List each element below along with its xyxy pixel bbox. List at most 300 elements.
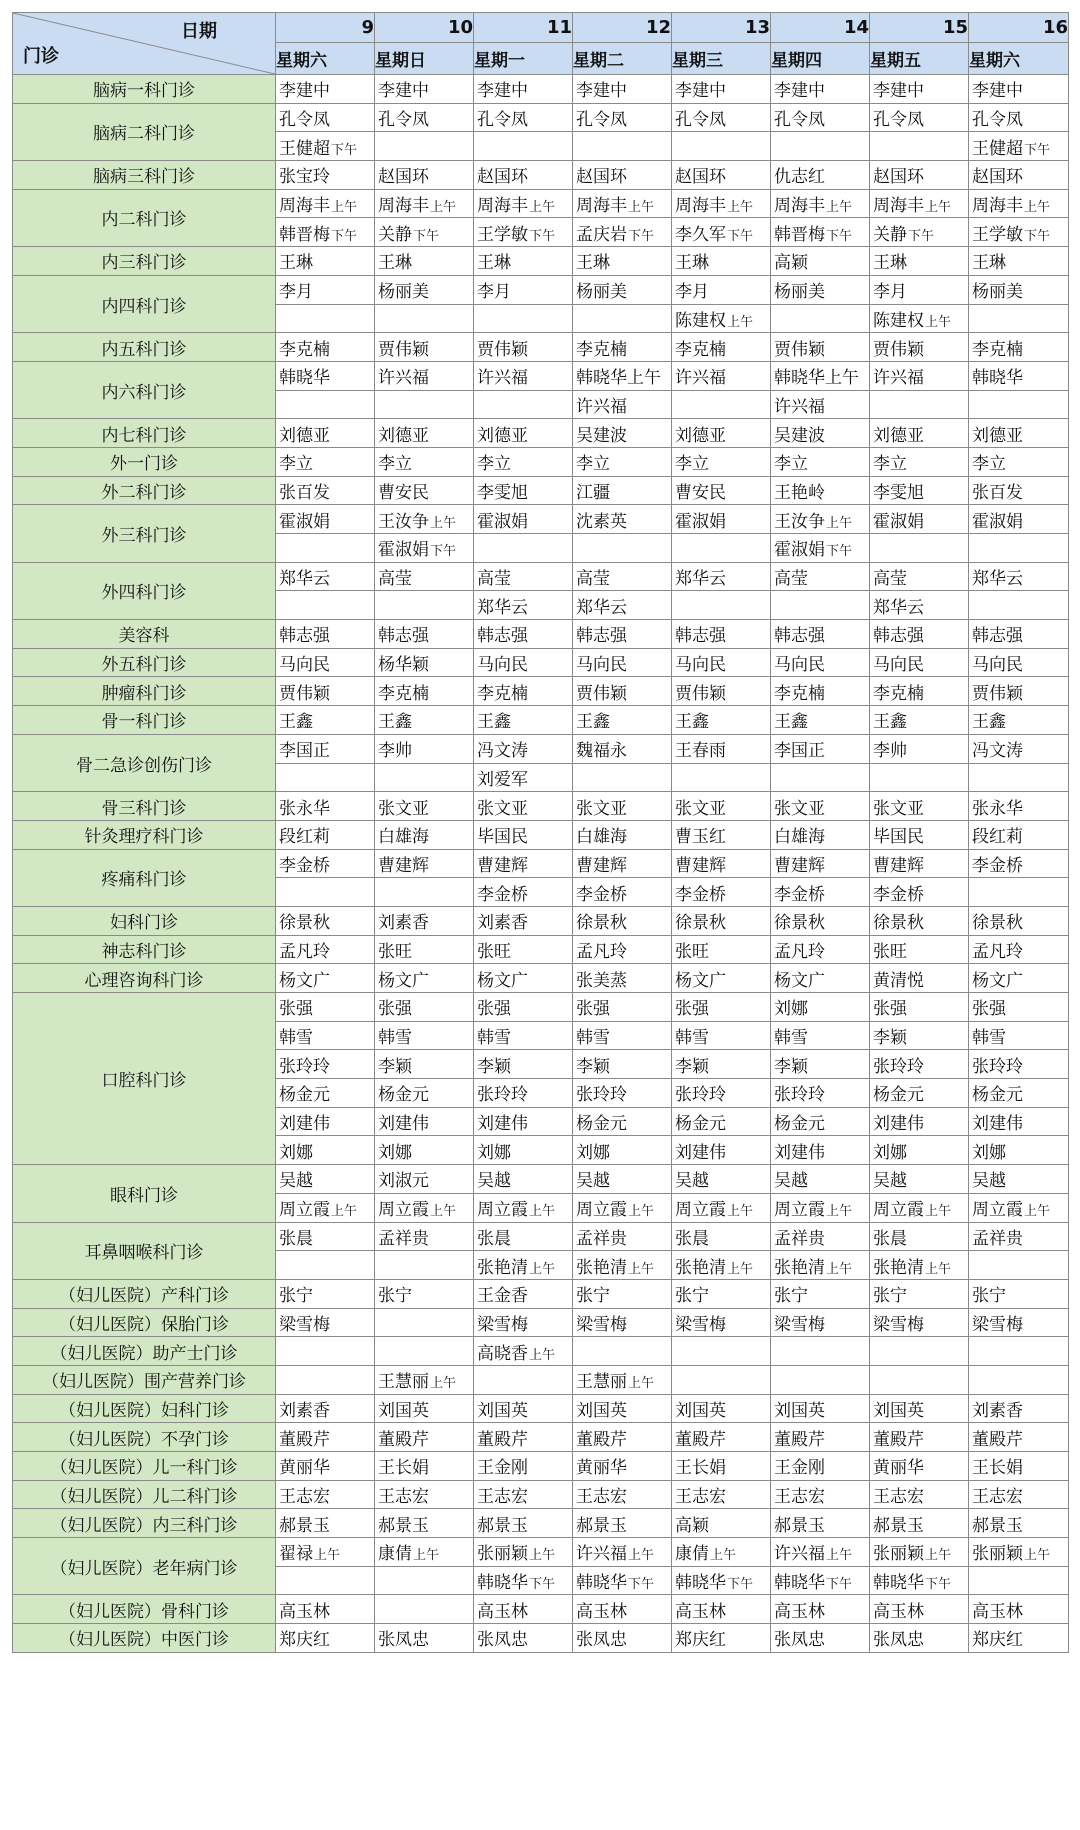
doctor-name: 高莹 xyxy=(576,569,610,590)
doctor-cell xyxy=(375,1595,474,1624)
day-number: 10 xyxy=(375,13,474,43)
department-name: 内七科门诊 xyxy=(13,419,276,448)
doctor-name: 郑华云 xyxy=(576,597,627,618)
doctor-cell xyxy=(375,390,474,419)
doctor-cell xyxy=(573,447,672,476)
doctor-name: 李建中 xyxy=(972,81,1023,102)
doctor-name: 刘建伟 xyxy=(279,1114,330,1135)
doctor-name: 张永华 xyxy=(972,798,1023,819)
doctor-name: 张凤忠 xyxy=(873,1630,924,1651)
doctor-cell xyxy=(474,792,573,821)
doctor-cell xyxy=(573,1624,672,1653)
doctor-name: 刘德亚 xyxy=(972,425,1023,446)
doctor-name: 李立 xyxy=(378,454,412,475)
doctor-name: 赵国环 xyxy=(873,167,924,188)
doctor-cell xyxy=(771,1394,870,1423)
doctor-cell xyxy=(771,1251,870,1280)
doctor-name: 杨文广 xyxy=(675,970,726,991)
doctor-name: 董殿芹 xyxy=(279,1429,330,1450)
doctor-name: 周立霞 xyxy=(576,1200,627,1221)
doctor-cell xyxy=(573,1595,672,1624)
clinic-axis-label: 门诊 xyxy=(23,46,59,67)
doctor-name: 霍淑娟 xyxy=(477,511,528,532)
department-name: （妇儿医院）老年病门诊 xyxy=(13,1538,276,1595)
doctor-name: 梁雪梅 xyxy=(576,1314,627,1335)
doctor-name: 周海丰 xyxy=(873,196,924,217)
doctor-cell xyxy=(276,1136,375,1165)
doctor-cell xyxy=(375,562,474,591)
doctor-name: 马向民 xyxy=(279,655,330,676)
doctor-cell xyxy=(474,1624,573,1653)
doctor-name: 刘素香 xyxy=(972,1400,1023,1421)
department-name: 外一门诊 xyxy=(13,447,276,476)
doctor-cell xyxy=(573,275,672,304)
doctor-cell xyxy=(672,1251,771,1280)
doctor-name: 王鑫 xyxy=(774,712,808,733)
doctor-name: 霍淑娟 xyxy=(378,540,429,561)
doctor-name: 杨文广 xyxy=(477,970,528,991)
doctor-cell xyxy=(870,132,969,161)
doctor-name: 吴建波 xyxy=(576,425,627,446)
doctor-name: 张玲玲 xyxy=(279,1056,330,1077)
doctor-name: 关静 xyxy=(873,224,907,245)
doctor-cell xyxy=(672,1566,771,1595)
doctor-name: 孟祥贵 xyxy=(972,1228,1023,1249)
doctor-name: 王鑫 xyxy=(972,712,1006,733)
schedule-header xyxy=(13,13,1069,75)
doctor-name: 韩晓华 xyxy=(576,1573,627,1594)
doctor-cell xyxy=(573,648,672,677)
doctor-cell xyxy=(771,132,870,161)
doctor-cell xyxy=(771,734,870,763)
doctor-cell xyxy=(375,1394,474,1423)
doctor-name: 曹安民 xyxy=(378,482,429,503)
doctor-name: 孔令凤 xyxy=(873,110,924,131)
doctor-name: 魏福永 xyxy=(576,741,627,762)
doctor-name: 张宁 xyxy=(378,1286,412,1307)
doctor-cell xyxy=(672,1079,771,1108)
doctor-name: 周立霞 xyxy=(378,1200,429,1221)
doctor-cell xyxy=(771,1107,870,1136)
day-number: 11 xyxy=(474,13,573,43)
doctor-name: 高玉林 xyxy=(774,1601,825,1622)
time-slot-label: 下午 xyxy=(628,1577,655,1593)
doctor-cell xyxy=(474,189,573,218)
doctor-cell xyxy=(771,505,870,534)
doctor-name: 曹玉红 xyxy=(675,827,726,848)
time-slot-label: 下午 xyxy=(331,142,358,158)
doctor-name: 李金桥 xyxy=(279,855,330,876)
time-slot-label: 上午 xyxy=(628,1204,655,1220)
doctor-name: 李立 xyxy=(675,454,709,475)
doctor-cell xyxy=(969,1337,1069,1366)
doctor-cell xyxy=(969,1595,1069,1624)
schedule-row xyxy=(13,75,1069,104)
doctor-name: 吴越 xyxy=(576,1171,610,1192)
doctor-name: 王健超 xyxy=(279,138,330,159)
doctor-cell xyxy=(969,1136,1069,1165)
day-number: 9 xyxy=(276,13,375,43)
time-slot-label: 上午 xyxy=(1024,200,1051,216)
doctor-name: 刘素香 xyxy=(477,913,528,934)
doctor-cell xyxy=(969,677,1069,706)
doctor-cell xyxy=(474,620,573,649)
doctor-cell xyxy=(474,820,573,849)
doctor-name: 孔令凤 xyxy=(477,110,528,131)
doctor-cell xyxy=(969,247,1069,276)
doctor-name: 王志宏 xyxy=(774,1487,825,1508)
doctor-name: 李克楠 xyxy=(675,339,726,360)
schedule-row xyxy=(13,333,1069,362)
doctor-name: 白雄海 xyxy=(576,827,627,848)
doctor-name: 张旺 xyxy=(378,941,412,962)
doctor-cell xyxy=(870,361,969,390)
doctor-name: 张凤忠 xyxy=(477,1630,528,1651)
doctor-cell xyxy=(870,562,969,591)
department-name: 外二科门诊 xyxy=(13,476,276,505)
doctor-cell xyxy=(375,75,474,104)
schedule-row xyxy=(13,849,1069,878)
doctor-cell xyxy=(771,1365,870,1394)
doctor-name: 徐景秋 xyxy=(279,913,330,934)
doctor-cell xyxy=(573,1509,672,1538)
schedule-row xyxy=(13,906,1069,935)
doctor-cell xyxy=(276,161,375,190)
doctor-cell xyxy=(969,591,1069,620)
doctor-cell xyxy=(969,390,1069,419)
doctor-cell xyxy=(672,677,771,706)
doctor-name: 徐景秋 xyxy=(873,913,924,934)
doctor-name: 高玉林 xyxy=(576,1601,627,1622)
time-slot-label: 上午 xyxy=(430,200,457,216)
doctor-name: 周立霞 xyxy=(477,1200,528,1221)
doctor-cell xyxy=(573,333,672,362)
department-name: 美容科 xyxy=(13,620,276,649)
doctor-name: 李金桥 xyxy=(477,884,528,905)
doctor-name: 刘国英 xyxy=(873,1400,924,1421)
doctor-cell xyxy=(573,361,672,390)
doctor-name: 孟祥贵 xyxy=(378,1228,429,1249)
time-slot-label: 上午 xyxy=(628,200,655,216)
doctor-cell xyxy=(276,1365,375,1394)
doctor-cell xyxy=(375,1566,474,1595)
doctor-name: 董殿芹 xyxy=(873,1429,924,1450)
doctor-name: 李立 xyxy=(477,454,511,475)
doctor-name: 张强 xyxy=(378,999,412,1020)
schedule-row xyxy=(13,447,1069,476)
doctor-cell xyxy=(771,648,870,677)
doctor-cell xyxy=(573,562,672,591)
doctor-cell xyxy=(276,1251,375,1280)
doctor-name: 韩志强 xyxy=(378,626,429,647)
schedule-row xyxy=(13,1222,1069,1251)
doctor-cell xyxy=(672,591,771,620)
doctor-cell xyxy=(969,1279,1069,1308)
doctor-cell xyxy=(474,505,573,534)
doctor-cell xyxy=(474,534,573,563)
doctor-name: 杨文广 xyxy=(774,970,825,991)
doctor-cell xyxy=(870,1136,969,1165)
doctor-cell xyxy=(969,1308,1069,1337)
department-name: 骨三科门诊 xyxy=(13,792,276,821)
department-name: 妇科门诊 xyxy=(13,906,276,935)
doctor-cell xyxy=(672,820,771,849)
doctor-cell xyxy=(969,878,1069,907)
doctor-cell xyxy=(474,1595,573,1624)
doctor-cell xyxy=(573,964,672,993)
doctor-cell xyxy=(672,390,771,419)
time-slot-label: 上午 xyxy=(628,1376,655,1392)
schedule-row xyxy=(13,505,1069,534)
doctor-name: 韩晓华 xyxy=(873,1573,924,1594)
doctor-cell xyxy=(276,1423,375,1452)
doctor-name: 高莹 xyxy=(873,569,907,590)
doctor-name: 陈建权 xyxy=(873,310,924,331)
doctor-name: 郝景玉 xyxy=(774,1515,825,1536)
doctor-cell xyxy=(771,1423,870,1452)
doctor-cell xyxy=(474,849,573,878)
doctor-cell xyxy=(474,1308,573,1337)
doctor-cell xyxy=(276,763,375,792)
doctor-name: 刘建伟 xyxy=(378,1114,429,1135)
doctor-name: 张晨 xyxy=(675,1228,709,1249)
doctor-cell xyxy=(672,1050,771,1079)
doctor-name: 刘素香 xyxy=(378,913,429,934)
doctor-cell xyxy=(474,1566,573,1595)
doctor-cell xyxy=(672,1279,771,1308)
schedule-row xyxy=(13,1509,1069,1538)
doctor-cell xyxy=(474,935,573,964)
doctor-name: 董殿芹 xyxy=(576,1429,627,1450)
doctor-name: 韩晓华上午 xyxy=(576,368,661,389)
doctor-name: 霍淑娟 xyxy=(675,511,726,532)
department-name: 骨二急诊创伤门诊 xyxy=(13,734,276,791)
doctor-name: 韩雪 xyxy=(378,1028,412,1049)
doctor-cell xyxy=(771,1337,870,1366)
time-slot-label: 上午 xyxy=(331,1204,358,1220)
doctor-cell xyxy=(375,706,474,735)
doctor-cell xyxy=(375,792,474,821)
doctor-name: 杨丽美 xyxy=(774,282,825,303)
doctor-cell xyxy=(870,1279,969,1308)
doctor-cell xyxy=(375,849,474,878)
doctor-name: 孟祥贵 xyxy=(576,1228,627,1249)
doctor-name: 曹建辉 xyxy=(873,855,924,876)
doctor-cell xyxy=(771,419,870,448)
doctor-cell xyxy=(969,476,1069,505)
doctor-name: 李金桥 xyxy=(972,855,1023,876)
doctor-cell xyxy=(276,505,375,534)
doctor-name: 李建中 xyxy=(873,81,924,102)
doctor-name: 赵国环 xyxy=(972,167,1023,188)
doctor-cell xyxy=(573,419,672,448)
doctor-cell xyxy=(771,75,870,104)
doctor-cell xyxy=(375,1624,474,1653)
doctor-name: 王春雨 xyxy=(675,741,726,762)
doctor-cell xyxy=(375,304,474,333)
doctor-cell xyxy=(573,390,672,419)
doctor-cell xyxy=(276,361,375,390)
doctor-cell xyxy=(771,218,870,247)
doctor-cell xyxy=(969,447,1069,476)
doctor-name: 董殿芹 xyxy=(378,1429,429,1450)
doctor-cell xyxy=(870,993,969,1022)
schedule-row xyxy=(13,820,1069,849)
doctor-name: 刘淑元 xyxy=(378,1171,429,1192)
doctor-name: 张晨 xyxy=(477,1228,511,1249)
time-slot-label: 上午 xyxy=(529,1347,556,1363)
doctor-cell xyxy=(969,1538,1069,1567)
doctor-name: 王琳 xyxy=(477,253,511,274)
doctor-name: 张宁 xyxy=(279,1286,313,1307)
doctor-cell xyxy=(474,993,573,1022)
doctor-cell xyxy=(969,1107,1069,1136)
doctor-cell xyxy=(573,505,672,534)
doctor-cell xyxy=(573,189,672,218)
doctor-name: 韩雪 xyxy=(675,1028,709,1049)
doctor-cell xyxy=(375,1480,474,1509)
doctor-name: 李月 xyxy=(279,282,313,303)
doctor-cell xyxy=(870,476,969,505)
doctor-name: 张艳清 xyxy=(675,1257,726,1278)
doctor-cell xyxy=(375,1452,474,1481)
doctor-cell xyxy=(375,1509,474,1538)
doctor-cell xyxy=(276,476,375,505)
doctor-name: 孔令凤 xyxy=(378,110,429,131)
doctor-cell xyxy=(870,1624,969,1653)
doctor-name: 毕国民 xyxy=(873,827,924,848)
doctor-cell xyxy=(969,964,1069,993)
time-slot-label: 上午 xyxy=(710,1548,737,1564)
doctor-cell xyxy=(474,1509,573,1538)
doctor-name: 贾伟颖 xyxy=(477,339,528,360)
doctor-cell xyxy=(870,964,969,993)
doctor-cell xyxy=(573,591,672,620)
doctor-name: 曹建辉 xyxy=(675,855,726,876)
doctor-name: 周立霞 xyxy=(774,1200,825,1221)
doctor-name: 董殿芹 xyxy=(774,1429,825,1450)
doctor-cell xyxy=(375,1021,474,1050)
doctor-name: 孔令凤 xyxy=(972,110,1023,131)
doctor-cell xyxy=(276,534,375,563)
doctor-name: 张文亚 xyxy=(675,798,726,819)
department-name: 脑病三科门诊 xyxy=(13,161,276,190)
doctor-cell xyxy=(672,534,771,563)
doctor-cell xyxy=(276,447,375,476)
doctor-cell xyxy=(969,1050,1069,1079)
doctor-cell xyxy=(969,419,1069,448)
doctor-cell xyxy=(870,1394,969,1423)
doctor-cell xyxy=(672,935,771,964)
doctor-name: 李颖 xyxy=(378,1056,412,1077)
weekday-label: 星期二 xyxy=(573,43,672,75)
doctor-cell xyxy=(573,1021,672,1050)
doctor-cell xyxy=(375,1279,474,1308)
department-name: 内三科门诊 xyxy=(13,247,276,276)
doctor-name: 韩雪 xyxy=(279,1028,313,1049)
time-slot-label: 上午 xyxy=(826,1548,853,1564)
doctor-name: 赵国环 xyxy=(477,167,528,188)
doctor-name: 霍淑娟 xyxy=(279,511,330,532)
doctor-cell xyxy=(771,1136,870,1165)
doctor-name: 李金桥 xyxy=(774,884,825,905)
time-slot-label: 上午 xyxy=(430,515,457,531)
doctor-name: 张文亚 xyxy=(477,798,528,819)
weekday-label: 星期六 xyxy=(969,43,1069,75)
doctor-name: 郝景玉 xyxy=(279,1515,330,1536)
doctor-name: 张凤忠 xyxy=(576,1630,627,1651)
schedule-row xyxy=(13,964,1069,993)
doctor-cell xyxy=(573,1079,672,1108)
schedule-row xyxy=(13,361,1069,390)
doctor-name: 韩志强 xyxy=(576,626,627,647)
schedule-row xyxy=(13,419,1069,448)
doctor-cell xyxy=(969,218,1069,247)
doctor-cell xyxy=(276,620,375,649)
doctor-cell xyxy=(969,763,1069,792)
doctor-cell xyxy=(672,1021,771,1050)
doctor-name: 郑华云 xyxy=(873,597,924,618)
doctor-cell xyxy=(276,1308,375,1337)
doctor-name: 郝景玉 xyxy=(477,1515,528,1536)
time-slot-label: 上午 xyxy=(430,1204,457,1220)
doctor-name: 段红莉 xyxy=(972,827,1023,848)
doctor-name: 杨文广 xyxy=(972,970,1023,991)
doctor-name: 李久军 xyxy=(675,224,726,245)
doctor-cell xyxy=(870,620,969,649)
doctor-cell xyxy=(474,706,573,735)
doctor-name: 刘娜 xyxy=(378,1142,412,1163)
doctor-cell xyxy=(771,247,870,276)
doctor-name: 贾伟颖 xyxy=(378,339,429,360)
doctor-name: 张永华 xyxy=(279,798,330,819)
department-name: 心理咨询科门诊 xyxy=(13,964,276,993)
doctor-name: 徐景秋 xyxy=(972,913,1023,934)
doctor-cell xyxy=(276,304,375,333)
doctor-name: 刘建伟 xyxy=(477,1114,528,1135)
doctor-name: 许兴福 xyxy=(576,1544,627,1565)
doctor-cell xyxy=(276,1480,375,1509)
doctor-cell xyxy=(870,1079,969,1108)
doctor-cell xyxy=(969,505,1069,534)
doctor-name: 张强 xyxy=(576,999,610,1020)
doctor-name: 王鑫 xyxy=(477,712,511,733)
doctor-name: 曹建辉 xyxy=(477,855,528,876)
doctor-name: 刘素香 xyxy=(279,1400,330,1421)
schedule-row xyxy=(13,648,1069,677)
doctor-cell xyxy=(573,706,672,735)
doctor-cell xyxy=(474,763,573,792)
doctor-name: 曹建辉 xyxy=(576,855,627,876)
doctor-cell xyxy=(969,189,1069,218)
doctor-cell xyxy=(474,734,573,763)
doctor-name: 李立 xyxy=(873,454,907,475)
doctor-name: 韩志强 xyxy=(279,626,330,647)
doctor-cell xyxy=(474,247,573,276)
doctor-cell xyxy=(870,1193,969,1222)
doctor-cell xyxy=(375,476,474,505)
doctor-name: 李建中 xyxy=(774,81,825,102)
doctor-name: 张玲玲 xyxy=(774,1085,825,1106)
doctor-name: 周立霞 xyxy=(279,1200,330,1221)
doctor-cell xyxy=(375,361,474,390)
doctor-cell xyxy=(474,75,573,104)
time-slot-label: 上午 xyxy=(1024,1204,1051,1220)
doctor-cell xyxy=(672,1365,771,1394)
doctor-cell xyxy=(375,189,474,218)
doctor-name: 张宁 xyxy=(576,1286,610,1307)
doctor-cell xyxy=(573,878,672,907)
